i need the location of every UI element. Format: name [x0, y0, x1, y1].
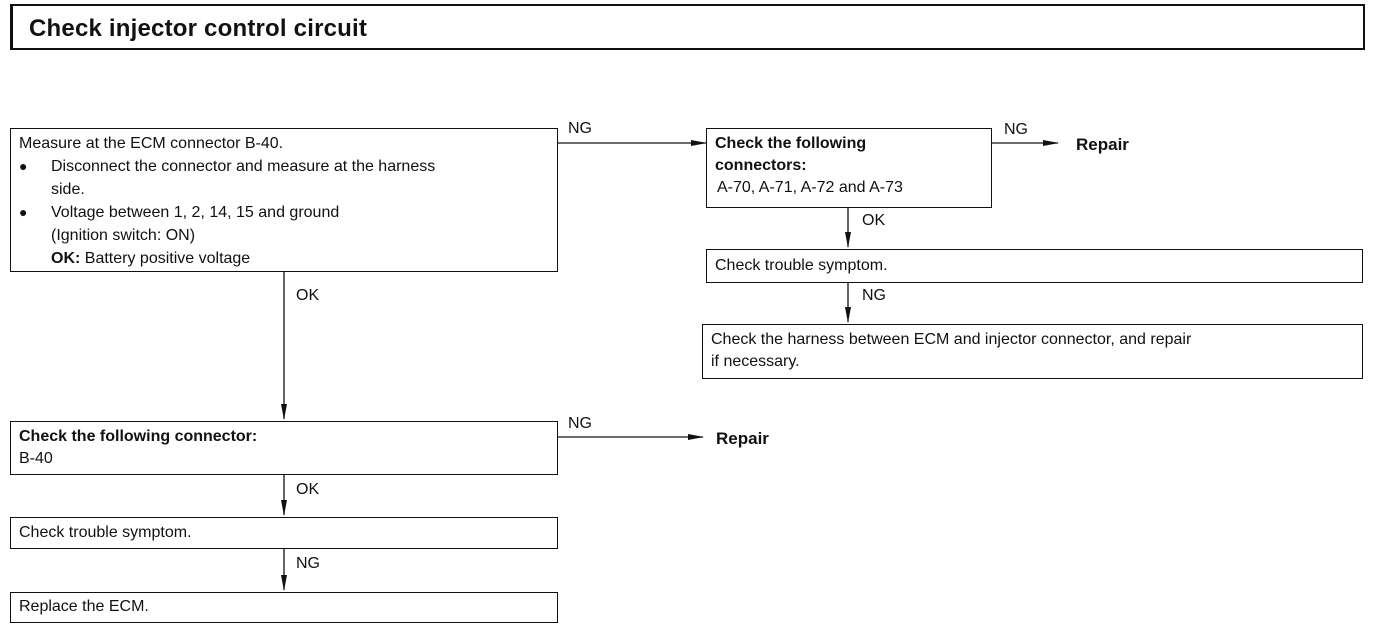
connectors-a-heading-2: connectors:: [715, 157, 807, 174]
connectors-a-step-box: [706, 128, 992, 208]
measure-step-heading: Measure at the ECM connector B-40.: [19, 135, 284, 152]
ok-criteria-label: OK:: [51, 250, 81, 267]
measure-step-box: [10, 128, 558, 272]
ok-label: OK: [296, 481, 320, 498]
connector-b-heading: Check the following connector:: [19, 428, 258, 445]
symptom-left-text: Check trouble symptom.: [19, 524, 192, 541]
connectors-a-heading-1: Check the following: [715, 135, 867, 152]
connector-b-id: B-40: [19, 450, 53, 467]
connector-b-step-box: [10, 421, 558, 475]
measure-bullet-2: [19, 201, 549, 224]
ng-label: NG: [568, 120, 592, 137]
ok-criteria-text: Battery positive voltage: [84, 250, 251, 267]
ng-label: NG: [1004, 121, 1028, 138]
harness-text-2: if necessary.: [711, 353, 800, 370]
measure-bullet-1: [19, 155, 549, 178]
symptom-right-step-box: [706, 249, 1363, 283]
repair-outcome-mid: Repair: [716, 429, 769, 448]
bullet-dot-icon: ●: [19, 158, 28, 174]
page-title: Check injector control circuit: [29, 15, 368, 42]
replace-ecm-step-box: [10, 592, 558, 623]
ok-label: OK: [862, 212, 886, 229]
symptom-right-text: Check trouble symptom.: [715, 257, 888, 274]
ok-label: OK: [296, 287, 320, 304]
measure-bullet-1-cont: side.: [51, 181, 85, 198]
ng-label: NG: [862, 287, 886, 304]
replace-ecm-text: Replace the ECM.: [19, 598, 149, 615]
ng-label: NG: [568, 415, 592, 432]
harness-step-box: [702, 324, 1363, 379]
ng-label: NG: [296, 555, 320, 572]
repair-outcome-top: Repair: [1076, 135, 1129, 154]
measure-bullet-2-text: Voltage between 1, 2, 14, 15 and ground: [51, 204, 340, 221]
harness-text-1: Check the harness between ECM and injector connector, and repair: [711, 331, 1192, 348]
bullet-dot-icon: ●: [19, 204, 28, 220]
measure-ok-criteria: [19, 247, 549, 270]
symptom-left-step-box: [10, 517, 558, 549]
measure-bullet-2-cont: (Ignition switch: ON): [51, 227, 196, 244]
connectors-a-list: A-70, A-71, A-72 and A-73: [717, 179, 903, 196]
measure-bullet-1-text: Disconnect the connector and measure at the harness: [51, 158, 436, 175]
